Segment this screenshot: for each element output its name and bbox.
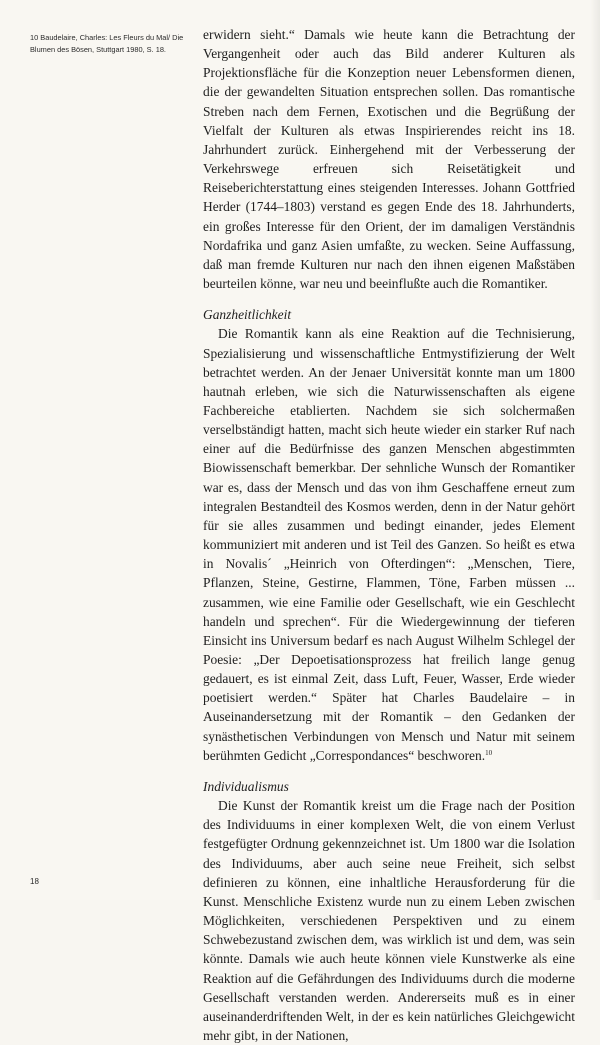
- section-heading-ganzheitlichkeit: Ganzheitlichkeit: [203, 307, 292, 323]
- footnote-reference: 10: [485, 748, 493, 757]
- footnote: 10 Baudelaire, Charles: Les Fleurs du Mal/ Die Blumen des Bösen, Stuttgart 1980, S. 18.: [30, 33, 184, 54]
- paragraph-text: Die Romantik kann als eine Reaktion auf die Technisierung, Spezialisierung und wissenschaftliche Entmystifizierung der Welt betrachtet werden. An der Jenaer Universität konnte man um 1800 hautnah erleben, wie sich die Naturwissenschaften als eigene Fachbereiche etablierten. Nachdem sie sich solchermaßen verselbständigt hatten, macht sich heute wieder ein starker Ruf nach einer auf die Bedürfnisse des ganzen Menschen abgestimmten Biowissenschaft bemerkbar. Der sehnliche Wunsch der Romantiker war es, dass der Mensch und das von ihm Geschaffene erneut zum integralen Bestandteil des Kosmos werden, denn in der Natur gehört für sie alles zusammen und bedingt einander, jedes Element kommuniziert mit anderen und ist Teil des Ganzen. So heißt es etwa in Novalis´ „Heinrich von Ofterdingen“: „Menschen, Tiere, Pflanzen, Steine, Gestirne, Flammen, Töne, Farben müssen ... zusammen, wie eine Familie oder Gesellschaft, wie ein Geschlecht handeln und sprechen“. Für die Wiedergewinnung der tieferen Einsicht ins Universum bedarf es nach August Wilhelm Schlegel der Poesie: „Der Depoetisationsprozess hat freilich lange genug gedauert, es ist einmal Zeit, dass Luft, Feuer, Wasser, Erde wieder poetisiert werden.“ Später hat Charles Baudelaire – in Auseinandersetzung mit der Romantik – den Gedanken der synästhetischen Verbindungen von Mensch und Natur mit seinem berühmten Gedicht „Correspondances“ beschworen.: [203, 326, 575, 763]
- intro-paragraph: erwidern sieht.“ Damals wie heute kann die Betrachtung der Vergangenheit oder auch das Bild anderer Kulturen als Projektionsfläche für die Konzeption neuer Lebensformen dienen, die der gewandelten Situation entsprechen sollen. Das romantische Streben nach dem Fernen, Exotischen und die Begrüßung der Vielfalt der Kulturen als etwas Inspirierendes reicht ins 18. Jahrhundert zurück. Einhergehend mit der Verbesserung der Verkehrswege erfreuen sich Reisetätigkeit und Reiseberichterstattung eines steigenden Interesses. Johann Gottfried Herder (1744–1803) verstand es gegen Ende des 18. Jahrhunderts, ein großes Interesse für den Orient, der im damaligen Verständnis Nordafrika und ganz Asien umfaßte, zu wecken. Seine Auffassung, daß man fremde Kulturen nur nach den ihnen eigenen Maßstäben beurteilen könne, war neu und beeinflußte auch die Romantiker.: [203, 27, 575, 292]
- main-text-column: [203, 25, 575, 1045]
- page-edge-shadow: [590, 0, 600, 900]
- page-number: 18: [30, 877, 39, 886]
- section-paragraph-ganzheitlichkeit: [203, 324, 575, 765]
- section-heading-individualismus: Individualismus: [203, 778, 289, 794]
- section-paragraph-individualismus: Die Kunst der Romantik kreist um die Frage nach der Position des Individuums in einer komplexen Welt, die von einem Verlust festgefügter Ordnung gekennzeichnet ist. Um 1800 war die Isolation des Individuums, aber auch seine neue Freiheit, sich selbst definieren zu können, eine inhaltliche Herausforderung für die Kunst. Menschliche Existenz wurde nun zu einem Leben zwischen Möglichkeiten, verschiedenen Perspektiven und zu einem Schwebezustand zwischen dem, was wirklich ist und dem, was sein könnte. Damals wie auch heute können viele Kunstwerke als eine Reaktion auf die Gefährdungen des Individuums durch die moderne Gesellschaft verstanden werden. Andererseits muß es in einer auseinanderdriftenden Welt, in der es kein natürliches Gleichgewicht mehr gibt, in der Nationen,: [203, 798, 575, 1043]
